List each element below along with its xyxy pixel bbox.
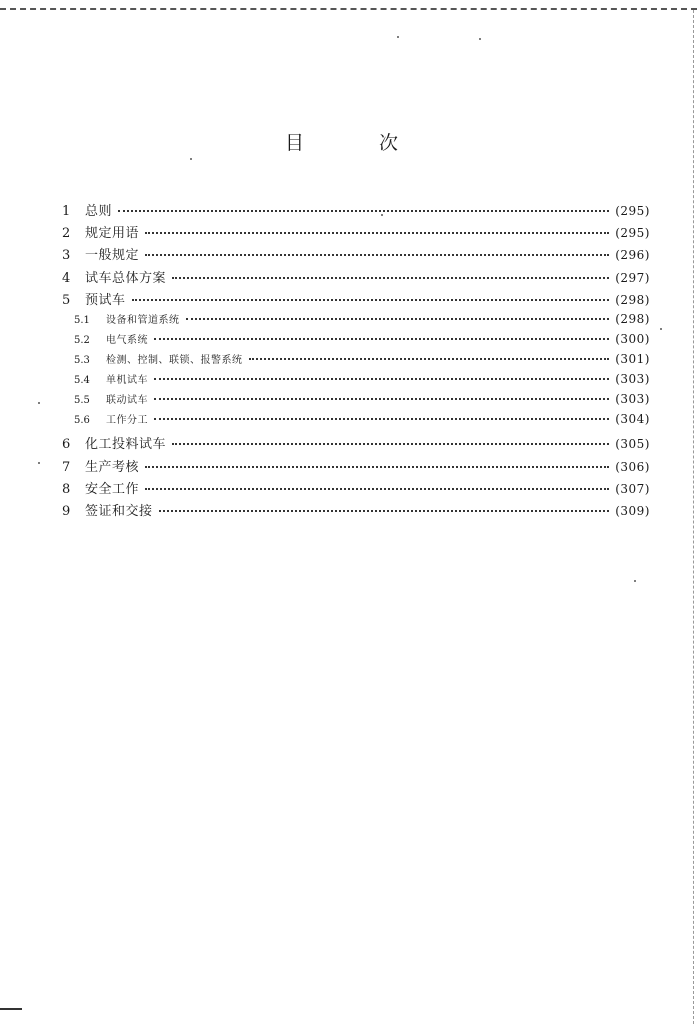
toc-entry-page: (305): [615, 437, 650, 451]
toc-entry-title: 一般规定: [85, 248, 140, 263]
toc-entry-page: (303): [615, 372, 650, 386]
toc-subentry: [74, 351, 650, 366]
toc-entry-page: (300): [615, 332, 650, 346]
toc-subentry: [74, 311, 650, 326]
toc-subentry: [74, 331, 650, 346]
toc-leader-dots: [249, 358, 610, 360]
toc-leader-dots: [172, 443, 609, 445]
toc-entry-number: 9: [62, 504, 71, 519]
toc-entry-number: 2: [62, 226, 71, 241]
toc-entry-number: 5.3: [74, 355, 90, 366]
toc-entry-title: 化工投料试车: [85, 437, 167, 452]
toc-entry: [62, 433, 650, 452]
toc-leader-dots: [145, 254, 609, 256]
toc-entry-page: (307): [615, 482, 650, 496]
toc-entry-number: 7: [62, 460, 71, 475]
page-title: 目 次: [284, 132, 426, 154]
toc-entry-title: 生产考核: [85, 460, 140, 475]
toc-entry-title: 安全工作: [85, 482, 140, 497]
toc-entry-page: (296): [615, 248, 650, 262]
toc-entry-number: 3: [62, 248, 71, 263]
toc-entry-title: 单机试车: [106, 375, 148, 386]
toc-entry-title: 预试车: [85, 293, 126, 308]
toc-leader-dots: [172, 277, 609, 279]
scan-speck: [38, 402, 40, 404]
toc-entry-title: 设备和管道系统: [106, 315, 180, 326]
toc-entry: [62, 267, 650, 286]
toc-leader-dots: [159, 510, 610, 512]
toc-entry-title: 签证和交接: [85, 504, 153, 519]
toc-entry: [62, 289, 650, 308]
toc-entry-number: 5.5: [74, 395, 90, 406]
toc-leader-dots: [154, 378, 609, 380]
toc-entry-page: (301): [615, 352, 650, 366]
toc-subentry: [74, 371, 650, 386]
toc-entry-number: 6: [62, 437, 71, 452]
toc-entry-page: (304): [615, 412, 650, 426]
toc-entry-title: 试车总体方案: [85, 271, 167, 286]
toc-leader-dots: [118, 210, 609, 212]
toc-leader-dots: [145, 232, 609, 234]
toc-entry-title: 检测、控制、联锁、报警系统: [106, 355, 243, 366]
toc-subentry: [74, 411, 650, 426]
toc-leader-dots: [145, 488, 609, 490]
scan-speck: [397, 36, 399, 38]
toc-entry-title: 联动试车: [106, 395, 148, 406]
toc-entry: [62, 478, 650, 497]
toc-entry-number: 5.6: [74, 415, 90, 426]
toc-entry-page: (298): [615, 312, 650, 326]
toc-entry-title: 工作分工: [106, 415, 148, 426]
toc-subentry: [74, 391, 650, 406]
scan-speck: [38, 462, 40, 464]
toc-entry-title: 总则: [85, 204, 113, 219]
toc-entry-page: (295): [615, 226, 650, 240]
toc-entry-number: 8: [62, 482, 71, 497]
toc-entry-page: (309): [615, 504, 650, 518]
scan-speck: [634, 580, 636, 582]
toc-leader-dots: [145, 466, 609, 468]
toc-entry-page: (297): [615, 271, 650, 285]
toc-entry-number: 5: [62, 293, 71, 308]
scan-speck: [190, 158, 192, 160]
toc-entry-title: 电气系统: [106, 335, 148, 346]
toc-entry-number: 4: [62, 271, 71, 286]
toc-entry-number: 5.1: [74, 315, 90, 326]
toc-entry: [62, 456, 650, 475]
toc-entry-page: (298): [615, 293, 650, 307]
toc-entry-page: (306): [615, 460, 650, 474]
toc-entry-page: (295): [615, 204, 650, 218]
toc-entry-page: (303): [615, 392, 650, 406]
scan-corner-mark: [0, 1008, 22, 1010]
toc-entry: [62, 222, 650, 241]
scan-speck: [479, 38, 481, 40]
scan-speck: [660, 328, 662, 330]
toc-leader-dots: [154, 418, 609, 420]
toc-leader-dots: [132, 299, 610, 301]
toc-leader-dots: [154, 338, 609, 340]
toc-entry-number: 5.2: [74, 335, 90, 346]
toc-entry-number: 5.4: [74, 375, 90, 386]
toc-entry-number: 1: [62, 204, 71, 219]
toc-entry-title: 规定用语: [85, 226, 140, 241]
toc-leader-dots: [154, 398, 609, 400]
scan-speck: [381, 214, 383, 216]
toc-entry: [62, 244, 650, 263]
toc-entry: [62, 500, 650, 519]
toc-leader-dots: [186, 318, 610, 320]
toc-entry: [62, 200, 650, 219]
